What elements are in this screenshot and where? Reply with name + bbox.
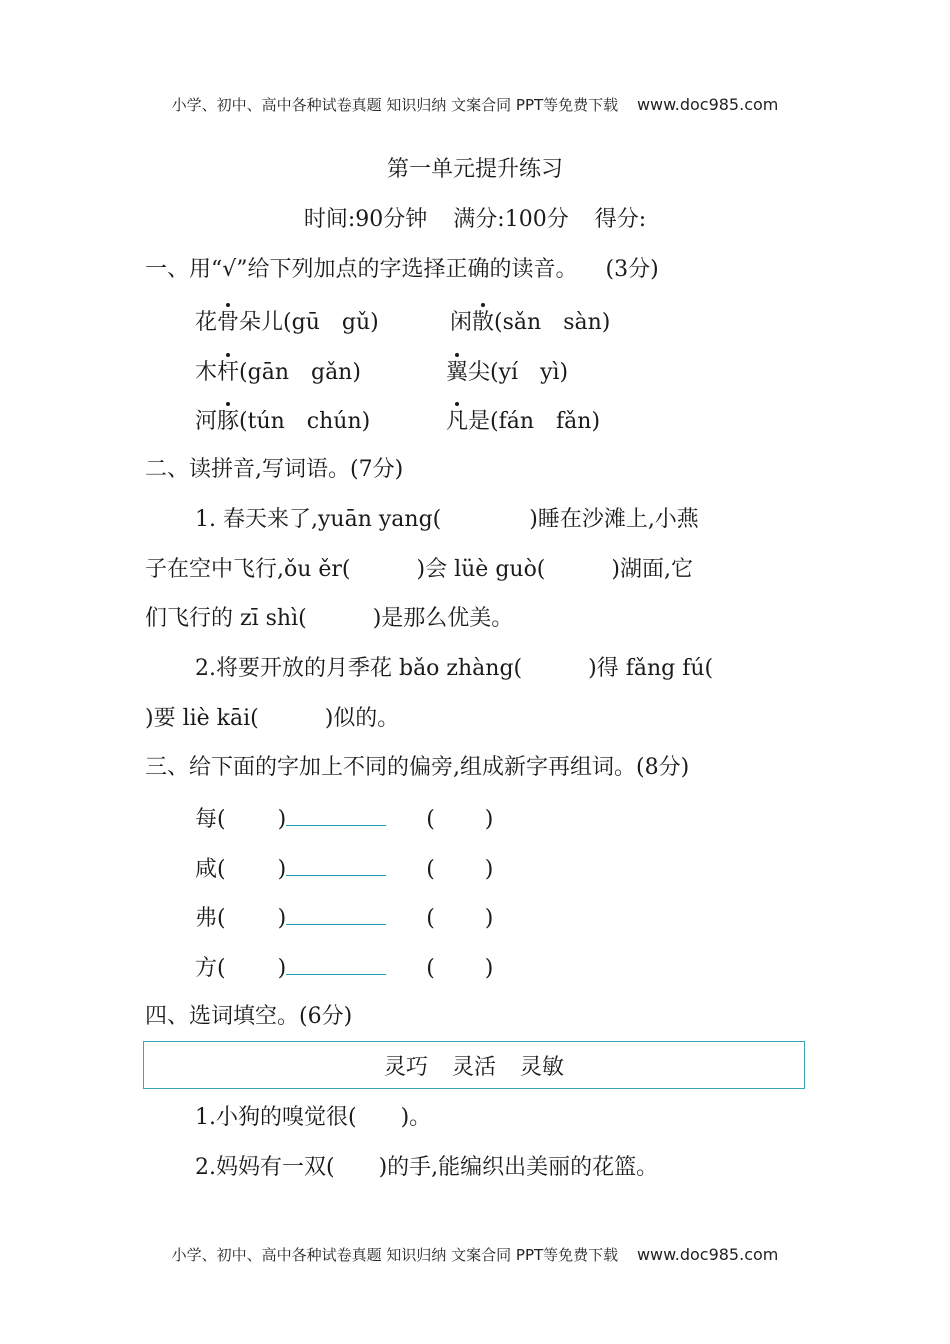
page-title: 第一单元提升练习	[386, 157, 563, 182]
dotted-char: 骨	[217, 308, 239, 338]
q1-item-text: 河	[195, 409, 218, 434]
q1-item-text: 闲	[450, 310, 473, 335]
word-option: 灵巧	[383, 1054, 428, 1080]
paren-close: )	[484, 956, 494, 981]
q1-item-text: 花	[195, 310, 218, 335]
word-bank	[143, 1041, 805, 1089]
answer-blank[interactable]	[286, 902, 386, 925]
q1-item	[195, 308, 379, 338]
q1-item-options: (gān gǎn)	[239, 360, 361, 385]
q3-char: 每	[195, 807, 218, 832]
q1-item-options: (sǎn sàn)	[494, 310, 611, 335]
dotted-char: 豚	[217, 407, 239, 437]
paren-open: (	[217, 857, 226, 882]
score-field: 得分:	[594, 207, 647, 232]
q2-line: 们飞行的 zī shì( )是那么优美。	[145, 606, 514, 631]
paren-open: (	[426, 906, 435, 931]
exam-meta	[0, 205, 950, 235]
dotted-char: 杆	[217, 358, 239, 388]
answer-blank[interactable]	[286, 952, 386, 975]
paren-open: (	[426, 956, 435, 981]
footer-banner: 小学、初中、高中各种试卷真题 知识归纳 文案合同 PPT等免费下载	[171, 1246, 619, 1264]
q1-item	[195, 358, 361, 388]
paren-open: (	[217, 807, 226, 832]
q3-row	[195, 803, 493, 835]
header-site[interactable]: www.doc985.com	[636, 95, 779, 114]
q1-heading	[145, 255, 659, 285]
q3-char: 弗	[195, 906, 218, 931]
q4-sentence: 2.妈妈有一双( )的手,能编织出美丽的花篮。	[195, 1155, 659, 1180]
answer-blank[interactable]	[286, 853, 386, 876]
word-option: 灵敏	[520, 1054, 565, 1080]
paren-open: (	[217, 906, 226, 931]
q1-points: (3分)	[605, 257, 659, 282]
time-limit: 时间:90分钟	[303, 207, 428, 232]
dotted-char: 凡	[446, 407, 468, 437]
q1-item-text: 木	[195, 360, 218, 385]
dotted-char: 散	[472, 308, 494, 338]
q3-char: 方	[195, 956, 218, 981]
q3-row	[195, 853, 493, 885]
q1-item-options: 尖(yí yì)	[468, 360, 569, 385]
paren-close: )	[277, 906, 287, 931]
q2-line: 2.将要开放的月季花 bǎo zhàng( )得 fǎng fú(	[195, 656, 714, 681]
header-banner: 小学、初中、高中各种试卷真题 知识归纳 文案合同 PPT等免费下载	[171, 96, 619, 114]
paren-open: (	[217, 956, 226, 981]
q2-heading: 二、读拼音,写词语。(7分)	[145, 457, 404, 482]
full-score: 满分:100分	[453, 207, 569, 232]
paren-open: (	[426, 807, 435, 832]
q4-sentence: 1.小狗的嗅觉很( )。	[195, 1105, 432, 1130]
page-footer	[0, 1244, 950, 1265]
paren-close: )	[277, 956, 287, 981]
q1-item	[446, 407, 600, 437]
word-option: 灵活	[451, 1054, 496, 1080]
q1-item-options: 朵儿(gū gǔ)	[239, 310, 379, 335]
q1-heading-text: 一、用“√”给下列加点的字选择正确的读音。	[145, 257, 578, 282]
q2-line: 子在空中飞行,ǒu ěr( )会 lüè guò( )湖面,它	[145, 557, 693, 582]
paren-close: )	[277, 807, 287, 832]
paren-open: (	[426, 857, 435, 882]
q3-row	[195, 952, 493, 984]
q2-line: 1. 春天来了,yuān yang( )睡在沙滩上,小燕	[195, 507, 699, 532]
q4-heading: 四、选词填空。(6分)	[145, 1004, 353, 1029]
paren-close: )	[277, 857, 287, 882]
answer-blank[interactable]	[286, 803, 386, 826]
q1-item	[450, 308, 610, 338]
q3-row	[195, 902, 493, 934]
paren-close: )	[484, 857, 494, 882]
footer-site[interactable]: www.doc985.com	[636, 1245, 779, 1264]
q2-line: )要 liè kāi( )似的。	[145, 706, 400, 731]
paren-close: )	[484, 906, 494, 931]
q1-item	[195, 407, 370, 437]
dotted-char: 翼	[446, 358, 468, 388]
q1-item	[446, 358, 568, 388]
paren-close: )	[484, 807, 494, 832]
q3-heading: 三、给下面的字加上不同的偏旁,组成新字再组词。(8分)	[145, 755, 690, 780]
q1-item-options: 是(fán fǎn)	[468, 409, 601, 434]
page-header	[0, 94, 950, 115]
q3-char: 咸	[195, 857, 218, 882]
q1-item-options: (tún chún)	[239, 409, 371, 434]
